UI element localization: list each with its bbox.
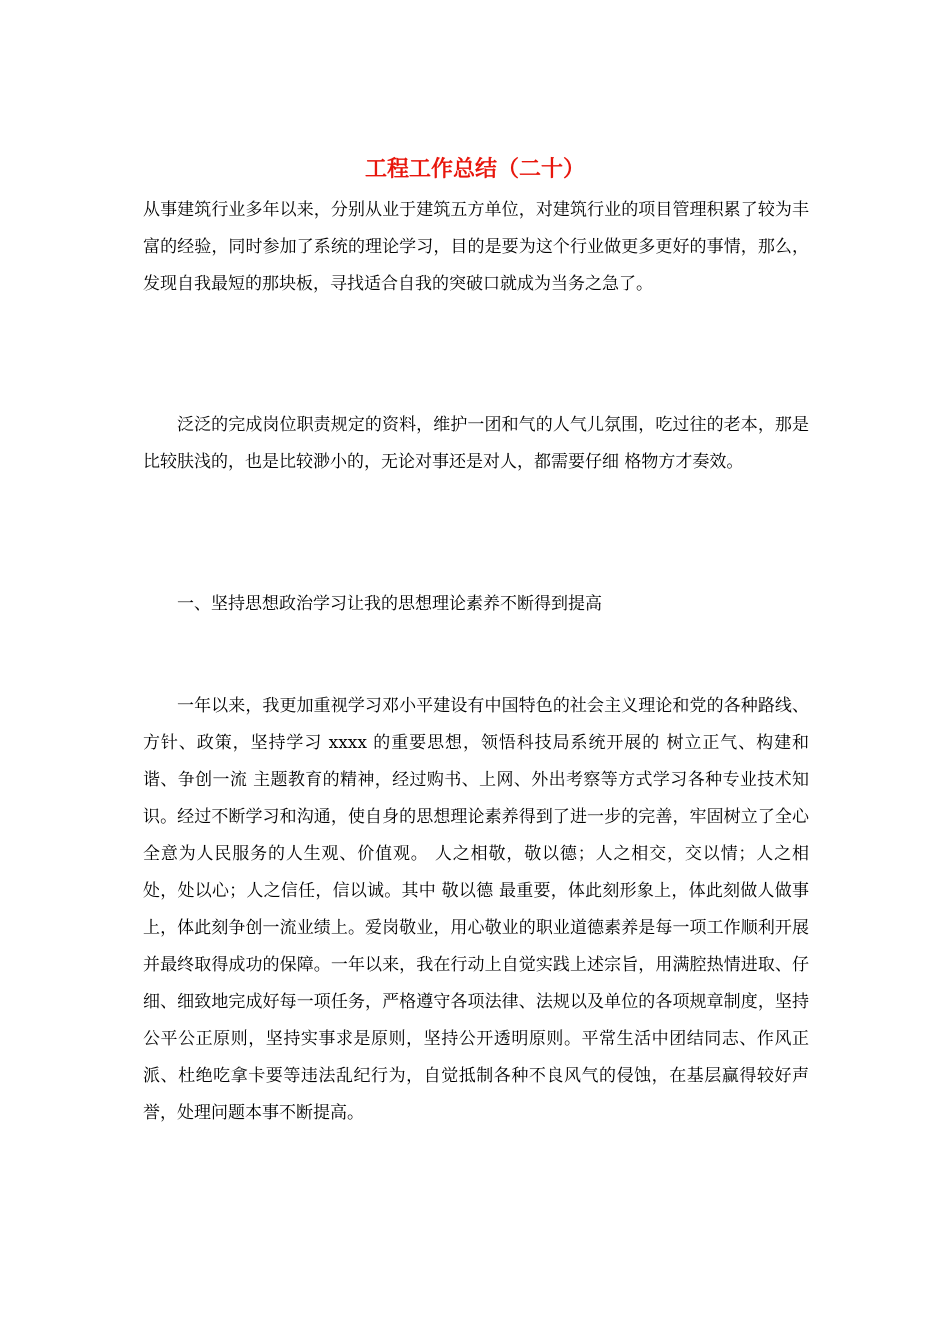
paragraph-intro: 从事建筑行业多年以来，分别从业于建筑五方单位，对建筑行业的项目管理积累了较为丰富的经验，同时参加了系统的理论学习，目的是要为这个行业做更多更好的事情，那么，发现自我最短的那块板，寻找适合自我的突破口就成为当务之急了。 [143, 200, 809, 294]
page-title: 工程工作总结（二十） [364, 156, 585, 182]
paragraph-reflection: 泛泛的完成岗位职责规定的资料，维护一团和气的人气儿氛围，吃过往的老本，那是比较肤浅的，也是比较渺小的，无论对事还是对人，都需要仔细 格物方才奏效。 [143, 415, 809, 472]
section-heading-1: 一、坚持思想政治学习让我的思想理论素养不断得到提高 [177, 594, 602, 614]
paragraph-section-1-body: 一年以来，我更加重视学习邓小平建设有中国特色的社会主义理论和党的各种路线、方针、政策，坚持学习 xxxx 的重要思想，领悟科技局系统开展的 树立正气、构建和谐、争创一流 主题教育的精神，经过购书、上网、外出考察等方式学习各种专业技术知识。经过不断学习和沟通，使自身的思想理论素养得到了进一步的完善，牢固树立了全心全意为人民服务的人生观、价值观。 人之相敬，敬以德；人之相交，交以情；人之相处，处以心；人之信任，信以诚。其中 敬以德 最重要，体此刻形象上，体此刻做人做事上，体此刻争创一流业绩上。爱岗敬业，用心敬业的职业道德素养是每一项工作顺利开展并最终取得成功的保障。一年以来，我在行动上自觉实践上述宗旨，用满腔热情进取、仔细、细致地完成好每一项任务，严格遵守各项法律、法规以及单位的各项规章制度，坚持公平公正原则，坚持实事求是原则，坚持公开透明原则。平常生活中团结同志、作风正派、杜绝吃拿卡要等违法乱纪行为，自觉抵制各种不良风气的侵蚀，在基层赢得较好声誉，处理问题本事不断提高。 [143, 696, 809, 1123]
